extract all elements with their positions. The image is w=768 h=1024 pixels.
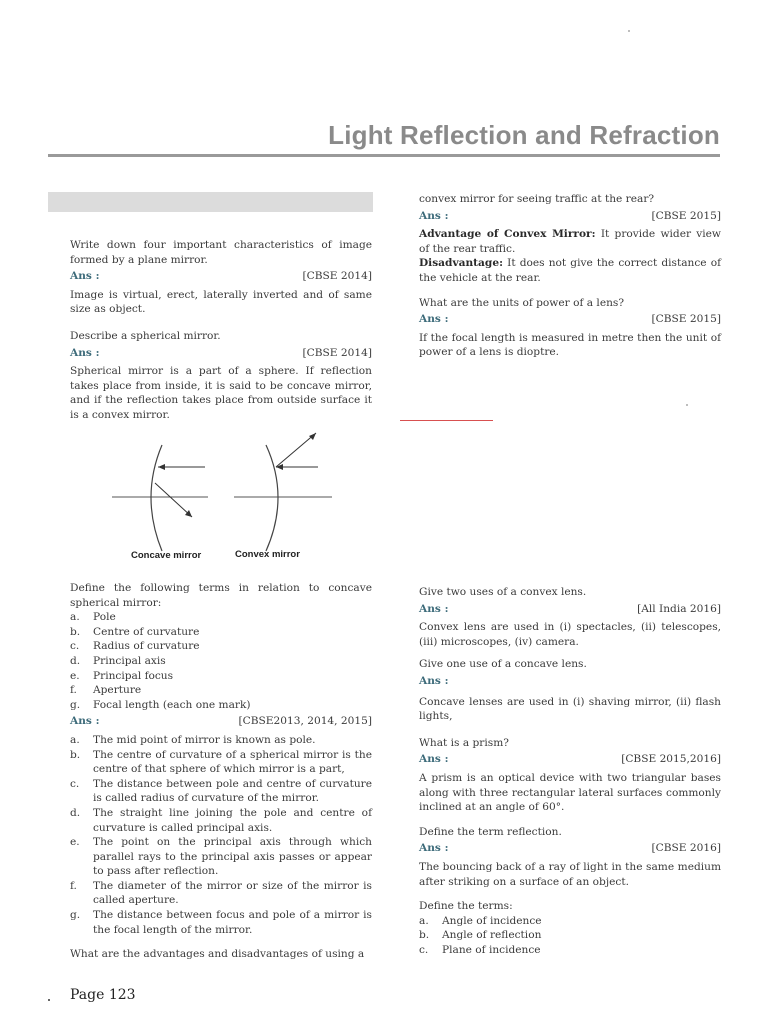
footer-dot (48, 999, 50, 1001)
list-item: c. The distance between pole and centre of curvature is called radius of curvature of the mirror. (70, 777, 372, 805)
list-item: a. The mid point of mirror is known as pole. (70, 733, 316, 746)
question-text: What are the advantages and disadvantages of using a (70, 948, 365, 961)
answer-text: The bouncing back of a ray of light in the same medium after striking on a surface of an object. (419, 860, 721, 888)
exam-reference: [All India 2016] (637, 602, 721, 615)
list-item: f. Aperture (70, 684, 142, 697)
question-text: Write down four important characteristics of image formed by a plane mirror. (70, 239, 372, 266)
question-text: Define the terms: (419, 900, 513, 913)
answer-header (419, 841, 721, 856)
chapter-title: Light Reflection and Refraction (328, 120, 720, 150)
right-column-bottom (419, 585, 721, 957)
mirror-figure (100, 425, 350, 570)
answer-text: Spherical mirror is a part of a sphere. If reflection takes place from inside, it is said to be concave mirror, and if the reflection takes place from outside surface it is a convex mirror. (70, 365, 372, 421)
list-item: e. The point on the principal axis through which parallel rays to the principal axis passes or appear to pass after reflection. (70, 836, 372, 878)
answer-header (419, 752, 721, 767)
left-column-lower (70, 581, 372, 962)
answer-header (419, 674, 721, 689)
term-list (70, 610, 372, 712)
question-text: Give two uses of a convex lens. (419, 586, 587, 598)
list-item: d. Principal axis (70, 654, 166, 667)
definition-list (70, 733, 372, 937)
answer-header (70, 714, 372, 729)
term-list (419, 914, 721, 958)
ans-label: Ans : (419, 674, 449, 687)
answer-text: Convex lens are used in (i) spectacles, (ii) telescopes, (iii) microscopes, (iv) camera. (419, 621, 721, 648)
answer-text: Advantage of Convex Mirror: It provide wider view of the rear traffic. (419, 228, 722, 255)
page-number: Page 123 (70, 987, 136, 1003)
list-item: b. Angle of reflection (419, 929, 542, 942)
ans-label: Ans : (419, 753, 449, 766)
answer-text: A prism is an optical device with two triangular bases along with three rectangular lateral surfaces commonly inclined at an angle of 60°. (419, 771, 721, 814)
answer-text: Image is virtual, erect, laterally inverted and of same size as object. (70, 288, 372, 316)
answer-header (70, 269, 372, 284)
list-item: d. The straight line joining the pole and centre of curvature is called principal axis. (70, 806, 372, 834)
ans-label: Ans : (70, 270, 100, 283)
exam-reference: [CBSE 2015] (651, 209, 721, 222)
stray-dot (628, 30, 630, 32)
question-text: Define the term reflection. (419, 825, 562, 838)
list-item: g. Focal length (each one mark) (70, 698, 251, 711)
list-item: c. Plane of incidence (419, 943, 541, 956)
exam-reference: [CBSE 2015,2016] (621, 753, 721, 766)
answer-header (70, 346, 372, 361)
ans-label: Ans : (419, 209, 449, 222)
list-item: b. The centre of curvature of a spherical mirror is the centre of that sphere of which mirror is a part, (70, 748, 372, 776)
exam-reference: [CBSE 2016] (651, 842, 721, 855)
concave-mirror-label: Concave mirror (131, 550, 202, 561)
list-item: c. Radius of curvature (70, 640, 200, 653)
ans-label: Ans : (70, 715, 100, 728)
list-item: b. Centre of curvature (70, 625, 200, 638)
list-item: a. Angle of incidence (419, 914, 542, 927)
question-text: What is a prism? (419, 736, 509, 749)
answer-text: Concave lenses are used in (i) shaving mirror, (ii) flash lights, (419, 695, 721, 723)
ans-label: Ans : (419, 842, 449, 855)
question-text: What are the units of power of a lens? (419, 296, 625, 309)
question-text: Describe a spherical mirror. (70, 329, 221, 342)
title-rule (48, 154, 720, 157)
answer-header (419, 312, 721, 327)
exam-reference: [CBSE 2015] (651, 313, 721, 326)
question-text: Give one use of a concave lens. (419, 658, 587, 671)
list-item: e. Principal focus (70, 669, 174, 682)
exam-reference: [CBSE 2014] (302, 270, 372, 283)
exam-reference: [CBSE2013, 2014, 2015] (238, 715, 372, 728)
stray-dot (686, 404, 688, 406)
right-column-top (419, 192, 721, 360)
answer-header (419, 209, 721, 224)
question-text: Define the following terms in relation to concave spherical mirror: (70, 582, 372, 609)
ans-label: Ans : (419, 313, 449, 326)
ans-label: Ans : (419, 602, 449, 615)
exam-reference: [CBSE 2014] (302, 346, 372, 359)
left-column (70, 238, 372, 423)
red-rule (400, 420, 493, 421)
ans-label: Ans : (70, 346, 100, 359)
list-item: f. The diameter of the mirror or size of the mirror is called aperture. (70, 879, 372, 907)
question-text: convex mirror for seeing traffic at the rear? (419, 193, 655, 205)
answer-header (419, 602, 721, 617)
convex-mirror-label: Convex mirror (235, 549, 300, 560)
section-band (48, 192, 373, 212)
list-item: g. The distance between focus and pole of a mirror is the focal length of the mirror. (70, 909, 372, 936)
mirror-diagram (100, 425, 350, 555)
list-item: a. Pole (70, 611, 116, 624)
answer-text: If the focal length is measured in metre then the unit of power of a lens is dioptre. (419, 331, 721, 359)
answer-text: Disadvantage: It does not give the correct distance of the vehicle at the rear. (419, 257, 721, 284)
